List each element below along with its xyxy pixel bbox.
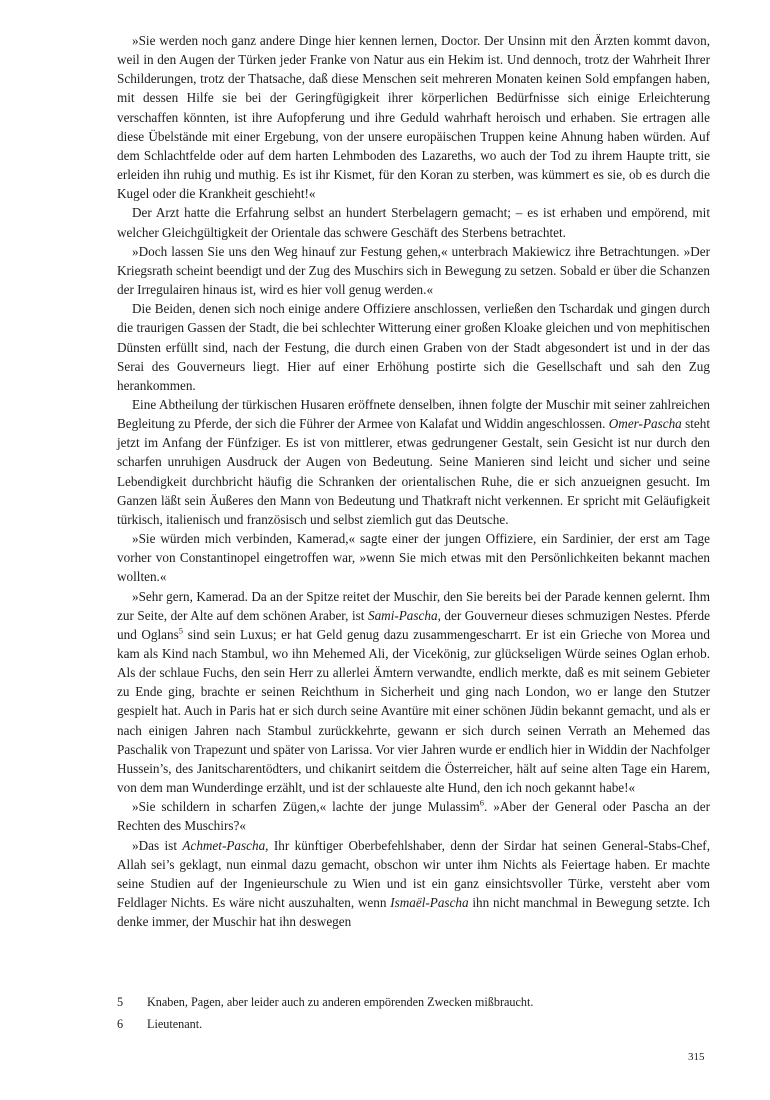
- text-run: sind sein Luxus; er hat Geld genug dazu zusammengescharrt. Er ist ein Grieche von Morea und kam als Kind nach Stambul, wo ihn Mehemed Ali, der Vicekönig, zur glückseligen Würde seines Oglan erhob. Als der schlaue Fuchs, den sein Herr zu allerlei Ämtern verwandte, endlich merkte, daß es mit seinem Gebieter zu Ende ging, brachte er seinen Reichthum in Sicherheit und ging nach London, wo er lange den Stutzer gespielt hat. Auch in Paris hat er sich durch seine Avantüre mit einer schönen Jüdin bekannt gemacht, und als er nach einigen Jahren nach Stambul zurückkehrte, gewann er sich durch seinen Verrath an Mehemed das Paschalik von Trapezunt und später von Larissa. Vor vier Jahren wurde er endlich hier in Widdin der Nachfolger Hussein’s, des Janitscharentödters, und chikanirt seitdem die Österreicher, hält auf seine alten Tage ein Harem, von dem man Wunderdinge erzählt, und ist der schlaueste alte Hund, den ich noch gekannt habe!«: [117, 626, 710, 796]
- footnote: [117, 991, 710, 1013]
- paragraph: [117, 836, 710, 932]
- italic-name: Omer-Pascha: [608, 416, 682, 432]
- text-run: . »Aber der General oder Pascha an der Rechten des Muschirs?«: [117, 799, 710, 834]
- footnote: [117, 1013, 710, 1035]
- footnote-text: Knaben, Pagen, aber leider auch zu anderen empörenden Zwecken mißbraucht.: [147, 995, 534, 1009]
- italic-name: Achmet-Pascha: [182, 837, 266, 853]
- paragraph: [117, 31, 710, 203]
- text-run: »Sehr gern, Kamerad. Da an der Spitze reitet der Muschir, den Sie bereits bei der Parade kennen gelernt. Ihm zur Seite, der Alte auf dem schönen Araber, ist: [117, 588, 710, 623]
- paragraph: [117, 203, 710, 241]
- text-run: »Das ist: [132, 837, 183, 853]
- text-run: Der Arzt hatte die Erfahrung selbst an hundert Sterbelagern gemacht; – es ist erhaben und empörend, mit welcher Gleichgültigkeit der Orientale das schwere Geschäft des Sterbens betrachtet.: [117, 205, 710, 240]
- paragraph: [117, 529, 710, 586]
- footnote-number: 5: [117, 995, 124, 1009]
- paragraph: [117, 395, 710, 529]
- text-run: »Sie würden mich verbinden, Kamerad,« sagte einer der jungen Offiziere, ein Sardinier, der erst am Tage vorher von Constantinopel eingetroffen war, »wenn Sie mich etwas mit den Persönlichkeiten bekannt machen wollten.«: [117, 531, 710, 585]
- italic-name: Sami-Pascha: [367, 607, 438, 623]
- footnote-ref: 6: [479, 797, 484, 808]
- footnote-text: Lieutenant.: [147, 1017, 203, 1031]
- text-run: Eine Abtheilung der türkischen Husaren eröffnete denselben, ihnen folgte der Muschir mit seiner zahlreichen Begleitung zu Pferde, der sich die Führer der Armee von Kalafat und Widdin angeschlossen.: [117, 396, 710, 432]
- paragraph: [117, 299, 710, 395]
- page-number: 315: [688, 1051, 705, 1063]
- paragraph: [117, 242, 710, 299]
- text-run: »Doch lassen Sie uns den Weg hinauf zur Festung gehen,« unterbrach Makiewicz ihre Betrachtungen. »Der Kriegsrath scheint beendigt und der Zug des Muschirs sich in Bewegung zu setzen. Sobald er über die Schanzen der Irregulairen hinaus ist, wird es hier voll genug werden.«: [117, 243, 710, 298]
- text-run: , der Gouverneur dieses schmuzigen Nestes. Pferde und Oglans: [117, 607, 710, 642]
- text-run: , Ihr künftiger Oberbefehlshaber, denn der Sirdar hat seinen General-Stabs-Chef, Allah sei’s geklagt, nun einmal dazu gemacht, obschon wir unter ihm Nichts als Feiertage haben. Er machte seine Studien auf der Ingenieurschule zu Wien und ist ein ganz einsichtsvoller Türke, versteht aber vom Feldlager Nichts. Es wäre nicht auszuhalten, wenn: [117, 837, 710, 911]
- text-run: steht jetzt im Anfang der Fünfziger. Es ist von mittlerer, etwas gedrungener Gestalt, sein Gesicht ist nur durch den scharfen unruhigen Ausdruck der Augen von Bedeutung. Seine Manieren sind leicht und sicher und seine Lebendigkeit durchbricht häufig die Schranken der orientalischen Ruhe, die er sich anzueignen gesucht. Im Ganzen läßt sein Äußeres den Mann von Bedeutung und Thatkraft nicht verkennen. Er spricht mit Geläufigkeit türkisch, italienisch und französisch und selbst ziemlich gut das Deutsche.: [117, 416, 710, 527]
- text-run: Die Beiden, denen sich noch einige andere Offiziere anschlossen, verließen den Tschardak und gingen durch die traurigen Gassen der Stadt, die bei schlechter Witterung einer großen Kloake gleichen und von mephitischen Dünsten erfüllt sind, nach der Festung, die durch einen Graben von der Stadt abgesondert ist und in der das Serai des Gouverneurs liegt. Hier auf einer Erhöhung postirte sich die Gesellschaft und sah den Zug herankommen.: [117, 301, 710, 393]
- footnote-ref: 5: [178, 625, 183, 636]
- paragraph: [117, 797, 710, 835]
- text-run: »Sie schildern in scharfen Zügen,« lachte der junge Mulassim: [132, 799, 480, 815]
- footnotes: [117, 991, 710, 1035]
- footnote-number: 6: [117, 1017, 124, 1031]
- text-run: ihn nicht manchmal in Bewegung setzte. Ich denke immer, der Muschir hat ihn deswegen: [117, 895, 710, 930]
- text-run: »Sie werden noch ganz andere Dinge hier kennen lernen, Doctor. Der Unsinn mit den Ärzten kommt davon, weil in den Augen der Türken jeder Franke von Natur aus ein Hekim ist. Und dennoch, trotz der Wahrheit Ihrer Schilderungen, trotz der Thatsache, daß diese Menschen seit mehreren Monaten keinen Sold empfangen haben, mit dessen Hilfe sie bei der Geringfügigkeit ihrer körperlichen Bedürfnisse sich einige Erleichterung verschaffen könnten, ist ihre Aufopferung und ihre Geduld wahrhaft heroisch und erhaben. Sie ertragen alle diese Übelstände mit einer Ergebung, von der unsere europäischen Truppen keine Ahnung haben würden. Auf dem Schlachtfelde oder auf dem harten Lehmboden des Lazareths, wo auch der Tod zu ihrem Haupte tritt, sie erleiden ihn ruhig und muthig. Es ist ihr Kismet, für den Koran zu sterben, was kümmert es sie, ob es durch die Kugel oder die Krankheit geschieht!«: [117, 33, 710, 202]
- paragraph: [117, 587, 710, 798]
- page-body: [117, 31, 710, 931]
- italic-name: Ismaël-Pascha: [390, 895, 469, 911]
